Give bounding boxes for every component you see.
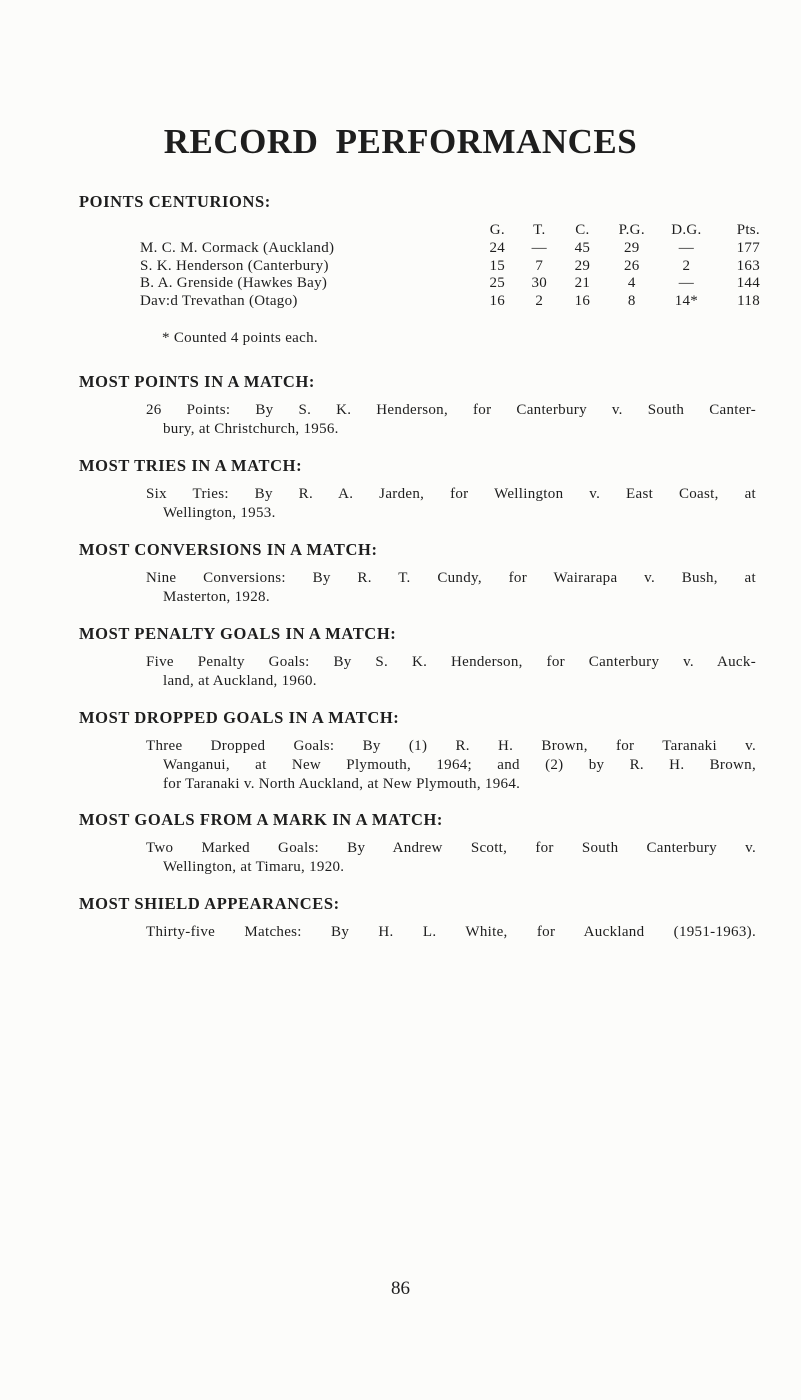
conversions-value: 16 (574, 292, 591, 309)
column-header-dropped-goals: D.G. (671, 222, 702, 238)
centurions-table (140, 220, 760, 310)
body-line: Nine Conversions: By R. T. Cundy, for Wairarapa v. Bush, at (146, 570, 756, 586)
player-name: M. C. M. Cormack (Auckland) (140, 240, 335, 256)
column-header-goals: G. (489, 222, 505, 238)
points-value: 118 (737, 292, 760, 309)
footnote: * Counted 4 points each. (162, 330, 318, 346)
page-title: RECORD PERFORMANCES (163, 122, 638, 161)
section-heading-most-points: MOST POINTS IN A MATCH: (79, 372, 315, 391)
body-line: Wellington, at Timaru, 1920. (163, 859, 345, 875)
penalty-goals-value: 26 (623, 257, 640, 274)
player-name: Dav:d Trevathan (Otago) (140, 292, 298, 309)
tries-value: 2 (535, 292, 544, 309)
table-row (140, 258, 760, 276)
goals-value: 24 (489, 240, 506, 256)
body-line: land, at Auckland, 1960. (163, 673, 317, 689)
body-line: for Taranaki v. North Auckland, at New Plymouth, 1964. (163, 776, 521, 792)
column-header-penalty-goals: P.G. (618, 222, 645, 238)
dropped-goals-value: 2 (682, 257, 691, 274)
points-value: 163 (736, 257, 760, 274)
section-heading-most-conversions: MOST CONVERSIONS IN A MATCH: (79, 540, 378, 559)
player-name: B. A. Grenside (Hawkes Bay) (140, 275, 328, 291)
section-heading-most-shield-appearances: MOST SHIELD APPEARANCES: (79, 894, 340, 913)
section-body-most-shield-appearances (146, 923, 756, 942)
body-line: Six Tries: By R. A. Jarden, for Wellington v. East Coast, at (146, 486, 756, 502)
penalty-goals-value: 4 (627, 275, 636, 291)
column-header-points: Pts. (736, 222, 760, 238)
dropped-goals-value: — (678, 275, 695, 291)
goals-value: 25 (489, 275, 506, 291)
body-line: Two Marked Goals: By Andrew Scott, for South Canterbury v. (146, 840, 756, 856)
body-line: 26 Points: By S. K. Henderson, for Canterbury v. South Canter- (146, 402, 756, 418)
section-heading-most-dropped-goals: MOST DROPPED GOALS IN A MATCH: (79, 708, 400, 727)
body-line: Wellington, 1953. (163, 505, 276, 521)
section-body-most-penalty-goals (146, 653, 756, 691)
body-line: Wanganui, at New Plymouth, 1964; and (2) by R. H. Brown, (163, 757, 756, 773)
table-row (140, 293, 760, 311)
section-heading-points-centurions: POINTS CENTURIONS: (79, 192, 271, 211)
section-body-most-conversions (146, 569, 756, 607)
section-heading-most-tries: MOST TRIES IN A MATCH: (79, 456, 303, 475)
section-body-most-goals-from-mark (146, 839, 756, 877)
dropped-goals-value: — (678, 240, 695, 256)
dropped-goals-value: 14* (674, 292, 699, 309)
section-body-most-points (146, 401, 756, 439)
column-header-conversions: C. (575, 222, 590, 238)
section-body-most-tries (146, 485, 756, 523)
body-line: Three Dropped Goals: By (1) R. H. Brown, for Taranaki v. (146, 738, 756, 754)
tries-value: — (531, 240, 547, 256)
player-name: S. K. Henderson (Canterbury) (140, 257, 329, 274)
points-value: 144 (736, 275, 760, 291)
section-heading-most-penalty-goals: MOST PENALTY GOALS IN A MATCH: (79, 624, 397, 643)
table-row (140, 275, 760, 293)
conversions-value: 21 (574, 275, 591, 291)
body-line: Thirty-five Matches: By H. L. White, for Auckland (1951-1963). (146, 924, 756, 940)
section-heading-most-goals-from-mark: MOST GOALS FROM A MARK IN A MATCH: (79, 810, 444, 829)
tries-value: 7 (535, 257, 544, 274)
penalty-goals-value: 8 (627, 292, 636, 309)
conversions-value: 45 (574, 240, 591, 256)
table-row (140, 240, 760, 258)
penalty-goals-value: 29 (623, 240, 640, 256)
conversions-value: 29 (574, 257, 591, 274)
body-line: Masterton, 1928. (163, 589, 270, 605)
page-number: 86 (391, 1278, 410, 1299)
goals-value: 15 (489, 257, 506, 274)
points-value: 177 (736, 240, 760, 256)
tries-value: 30 (531, 275, 548, 291)
body-line: bury, at Christchurch, 1956. (163, 421, 339, 437)
body-line: Five Penalty Goals: By S. K. Henderson, for Canterbury v. Auck- (146, 654, 756, 670)
table-header-row (140, 220, 760, 240)
section-body-most-dropped-goals (146, 737, 756, 794)
goals-value: 16 (489, 292, 506, 309)
column-header-tries: T. (533, 222, 546, 238)
